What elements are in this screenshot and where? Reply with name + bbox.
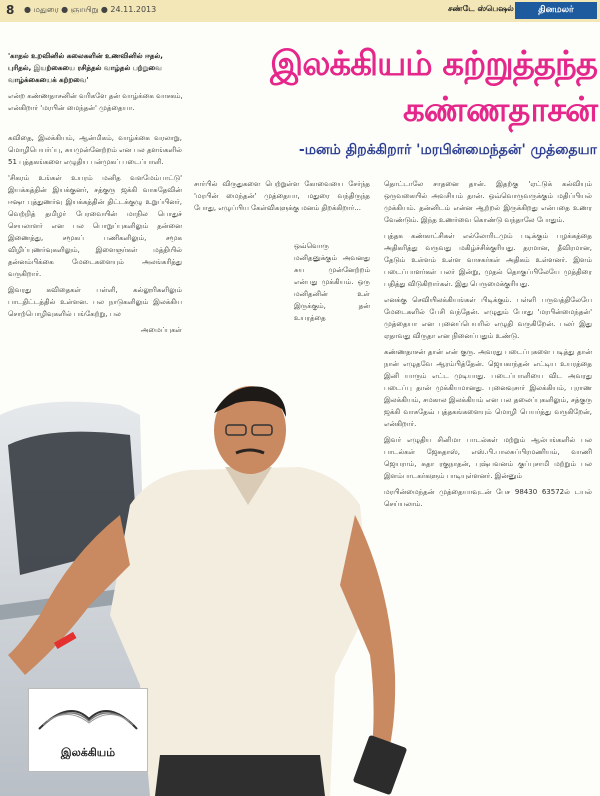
headline-line1: இலக்கியம் கற்றுத்தந்த bbox=[270, 44, 597, 84]
headline-line2: கண்ணதாசன் bbox=[403, 90, 597, 130]
brand-logo: தினமலர் bbox=[515, 2, 597, 19]
col3-para5: இவர் எழுதிய சினிமா பாடல்கள் மற்றும் ஆல்பங்களில் பல பாடல்கள் ஜேசுதாஸ், எஸ்.பி.பாலசுப்பிரமணியம், வாணி ஜெயராம், சுதா ரகுநாதன், புஷ்பவனம் குப்புசாமி மற்றும் பல இளம்பாடகர்களும் பாடியுள்ளனர். இன்னும் bbox=[384, 436, 592, 480]
books-icon bbox=[29, 689, 147, 739]
dateline: ● மதுரை ● ஞாயிறு ● 24.11.2013 bbox=[24, 5, 157, 14]
masthead-bar bbox=[0, 0, 600, 23]
column-1 bbox=[8, 132, 182, 340]
shirt bbox=[110, 467, 370, 796]
intro-quote: 'காதல் உறவினில் கலைகளின் உணவினில் ஈதல், புரிதல், இயற்கையை ரசித்தல் வாழ்தல் பற்றுவை வாழ்க்கையைக் கற்றவை' bbox=[8, 52, 163, 84]
intro-body: என்ற கண்ணதாசனின் வரிகளே தன் வாழ்க்கை வாசகம், என்கிறார் 'மரபின் மைந்தன்' முத்தையா. bbox=[8, 92, 183, 112]
col3-para2: புத்தக கண்காட்சிகள் எல்லோரிடமும் படிக்கும் பழக்கத்தை அதிகரித்து வருவது மகிழ்ச்சிக்குரியது. தரமான, தீவிரமான, தேடும் உள்ளம் உள்ள வாசகர்கள் அதிகம் உள்ளனர். இளம் படைப்பாளர்கள் பலர் இன்று, முதல் தொகுப்பிலேயே முத்திரை பதித்து விடுகிறார்கள். இது பெருமைக்குரியது. bbox=[384, 232, 592, 288]
col3-para4: கண்ணதாசன் தான் என் குரு. அவரது படைப்புகளை படித்து தான் நான் எழுதவே ஆரம்பித்தேன். ஜெயகாந்தன் எட்டிய உயரத்தை இனி யாரும் எட்ட முடியாது. படைப்பாளியை விட அவரது படைப்பு தான் முக்கியமானது. புனைவுசார் இலக்கியம், புராண இலக்கியம், சமகால இலக்கியம் என பல தலைப்புகளிலும், சத்குரு ஜக்கி வாசுதேவ் புத்தகங்களையும் மொழி பெயர்த்து வருகிறேன், என்கிறார். bbox=[384, 348, 592, 428]
column-2-narrow bbox=[294, 240, 370, 328]
col3-para1: தொட்டாலே சாதனை தான். இதற்கு 'ஏட்டுக் கல்வியும் ஒருவகையில் அவசியம் தான். ஒவ்வொருவருக்கும் மதிப்பியல் முக்கியம். தன்னிடம் என்ன ஆற்றல் இருக்கிறது என்பதை உணர வேண்டும். இந்த உணர்வை கொண்டு வந்தாலே போதும். bbox=[384, 180, 592, 224]
col3-contact: மரபின்மைந்தன் முத்தையாவுடன் பேச 98430 63572ல் டயல் செய்யலாம். bbox=[384, 488, 592, 508]
section-label: இலக்கியம் bbox=[60, 746, 116, 759]
col1-para3: இவரது கவிதைகள் பள்ளி, கல்லூரிகளிலும் பாடதிட்டத்தில் உள்ளன. பல நாடுகளிலும் இலக்கிய சொற்பொழிவுகளில் பங்கேற்று, பல bbox=[8, 286, 182, 318]
col2-para2: ஒவ்வொரு மனிதனுக்கும் அவனது சுய முன்னேற்றம் என்பது முக்கியம். ஒரு மனிதனின் உள் இருக்கும், தன் உயரத்தை bbox=[294, 242, 370, 322]
page-number: 8 bbox=[6, 3, 15, 17]
article-subtitle: -மனம் திறக்கிறார் 'மரபின்மைந்தன்' முத்தையா bbox=[298, 142, 597, 158]
column-2 bbox=[194, 178, 370, 218]
col1-para2: 'சிகரம் உங்கள் உயரம் மனித வளமேம்பாட்டு' இயக்கத்தின் இயக்குனர், சத்குரு ஜக்கி வாசுதேவின் ஈஷா புத்துணர்வு இயக்கத்தின் திட்டக்குழு உறுப்பினர், வெற்றித் தமிழர் பேரவையின் மாநில பொதுச் செயலாளர் என பல பொறுப்புகளிலும் தன்னை இணைத்து, சமூகப் பணிகளிலும், சமூக விழிப்புணர்வுகளிலும், இளைஞர்கள் மத்தியில் தன்னம்பிக்கை மேடைகளையும் அலங்கரித்து வருகிறார். bbox=[8, 174, 182, 278]
book bbox=[353, 735, 408, 796]
col1-para1: கவிதை, இலக்கியம், ஆன்மிகம், வாழ்க்கை வரலாறு, மொழிபெயர்ப்பு, சுயமுன்னேற்றம் என பல தளங்களில் 51 புத்தகங்களை எழுதிய பன்முகப் படைப்பாளி. bbox=[8, 134, 182, 166]
col3-para3: எனக்கு செவியிலக்கியங்கள் பிடிக்கும். பள்ளி பருவத்திலேயே மேடைகளில் பேசி வந்தேன். எழுதும் போது 'மரபின்மைந்தன்' முத்தையா என புனைப்பெயரில் எழுதி வருகிறேன். பலர் இது ஏதாவது விருதா என நினைப்பதும் உண்டு. bbox=[384, 296, 592, 340]
trousers bbox=[155, 755, 325, 796]
supplement-name: சண்டே ஸ்பெஷல் bbox=[448, 4, 514, 13]
col1-tail: அமைப்புகள் bbox=[140, 326, 182, 334]
section-badge bbox=[28, 688, 148, 772]
col2-para1: சார்பில் விருதுகளை பெற்றுள்ள கோவையை சேர்ந்த 'மரபின் மைந்தன்' முத்தையா, மதுரை வந்திருந்த போது, எழுப்பிய கேள்விகளுக்கு மனம் திறக்கிறார்... bbox=[194, 180, 370, 212]
intro-block bbox=[8, 50, 183, 114]
